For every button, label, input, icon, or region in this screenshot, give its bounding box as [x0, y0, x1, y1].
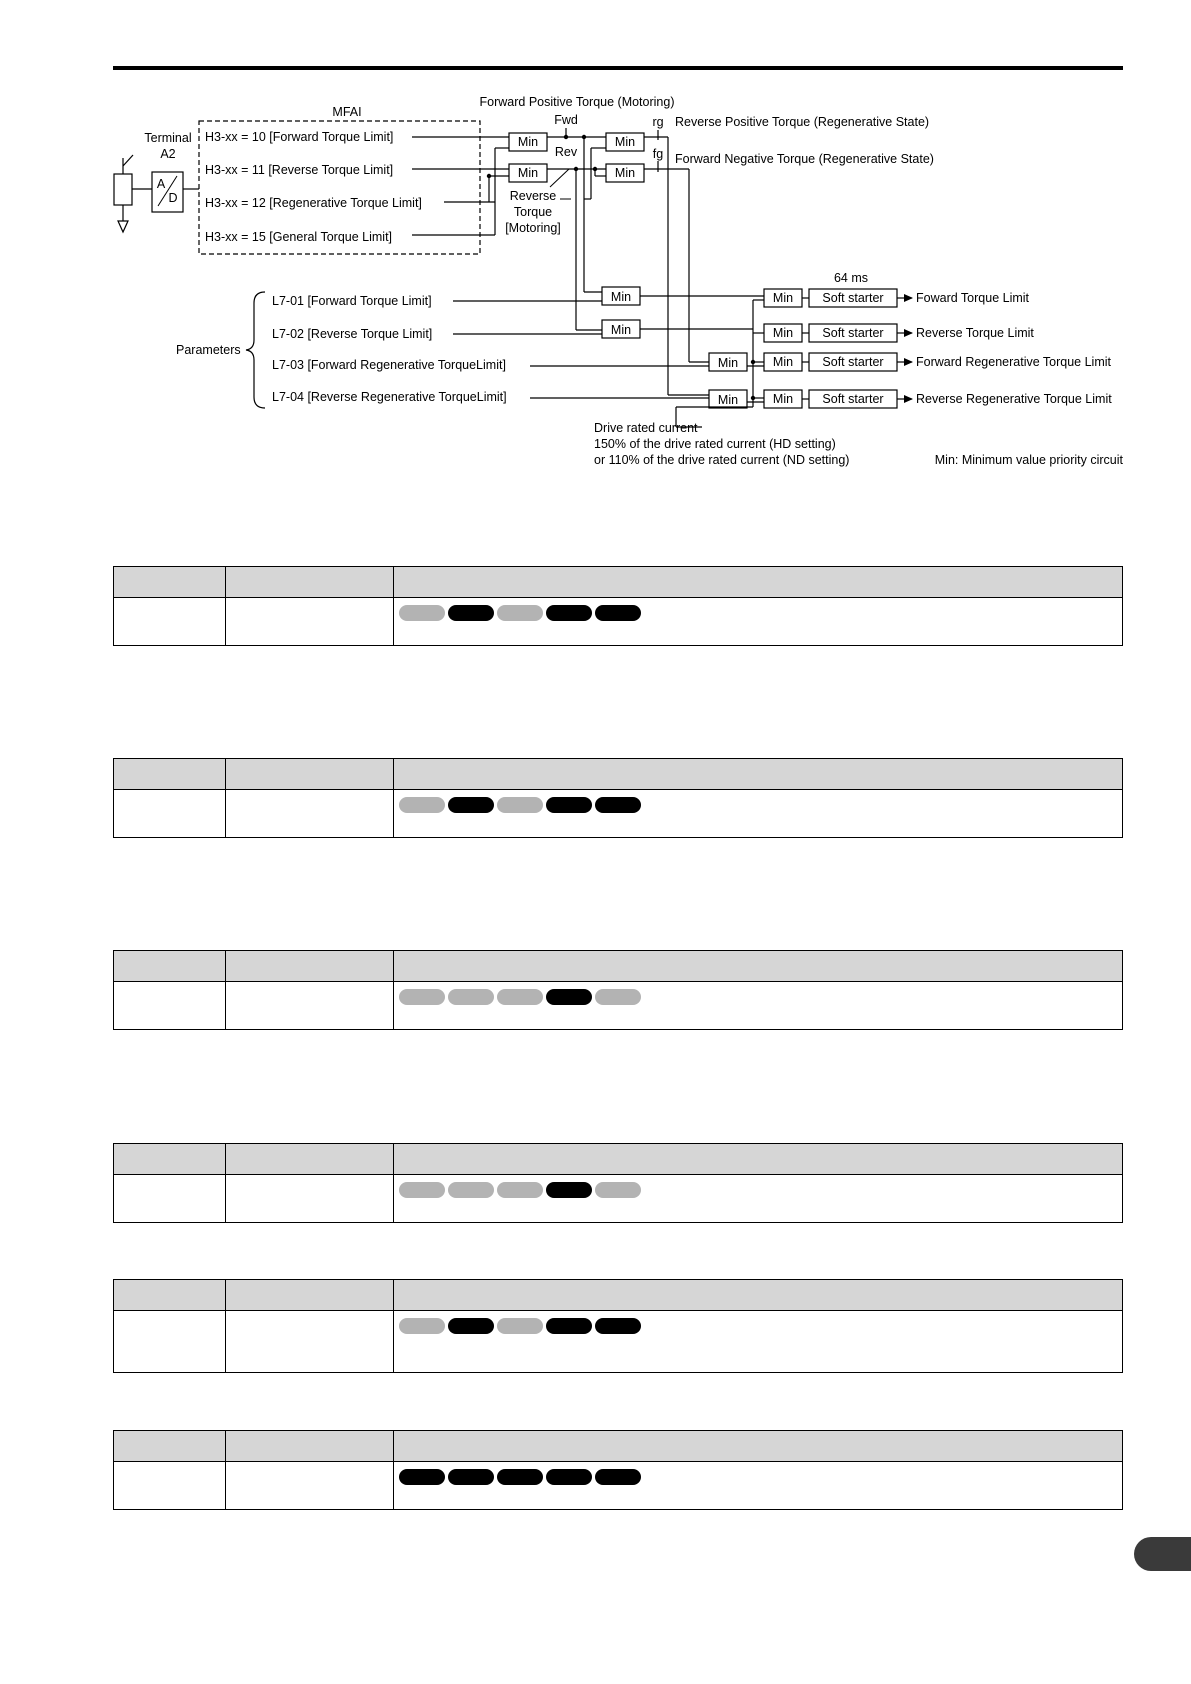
mode-pill-enabled: [546, 1469, 592, 1485]
torque-limit-block-diagram: [0, 0, 1191, 480]
parameters-brace: [246, 292, 265, 408]
control-mode-indicators: [394, 598, 1122, 621]
mode-pill-disabled: [497, 605, 543, 621]
control-mode-indicators: [394, 790, 1122, 813]
table-cell: [394, 1175, 1123, 1223]
h3-12-label: H3-xx = 12 [Regenerative Torque Limit]: [205, 196, 422, 210]
diagram-label: A: [156, 177, 166, 191]
mode-pill-disabled: [399, 1182, 445, 1198]
table-header-cell: [114, 759, 226, 790]
table-header-cell: [114, 1431, 226, 1462]
l7-03-label: L7-03 [Forward Regenerative TorqueLimit]: [272, 358, 506, 372]
table-cell: [394, 598, 1123, 646]
diagram-label: Min: [517, 135, 539, 149]
table-cell: [226, 1175, 394, 1223]
diagram-label: Soft starter: [822, 326, 884, 340]
junction-dot: [751, 396, 755, 400]
table-cell: [114, 598, 226, 646]
param-table-1: [113, 566, 1123, 646]
diagram-label: D: [168, 191, 178, 205]
terminal-resistor: [114, 174, 132, 205]
table-header-cell: [226, 1144, 394, 1175]
parameters-label: Parameters: [176, 343, 241, 357]
out-rev-torque-limit: Reverse Torque Limit: [916, 326, 1034, 340]
fwd-pos-torque-label: Forward Positive Torque (Motoring): [479, 95, 675, 109]
diagram-label: Soft starter: [822, 291, 884, 305]
mode-pill-disabled: [399, 1318, 445, 1334]
mode-pill-enabled: [448, 1469, 494, 1485]
mode-pill-enabled: [448, 605, 494, 621]
table-header-cell: [226, 567, 394, 598]
mode-pill-disabled: [399, 605, 445, 621]
mode-pill-disabled: [595, 1182, 641, 1198]
out-fwd-torque-limit: Foward Torque Limit: [916, 291, 1030, 305]
64ms-label: 64 ms: [833, 271, 869, 285]
diagram-label: Min: [772, 291, 794, 305]
table-header-cell: [226, 1280, 394, 1311]
table-header-cell: [394, 759, 1123, 790]
table-header-cell: [114, 1280, 226, 1311]
control-mode-indicators: [394, 1462, 1122, 1485]
table-header-cell: [226, 1431, 394, 1462]
control-mode-indicators: [394, 982, 1122, 1005]
table-cell: [394, 790, 1123, 838]
table-header-cell: [114, 951, 226, 982]
rev-torque-label-1: Reverse: [509, 189, 557, 203]
mode-pill-enabled: [595, 1318, 641, 1334]
diagram-label: Min: [614, 166, 636, 180]
mode-pill-enabled: [448, 797, 494, 813]
mode-pill-enabled: [497, 1469, 543, 1485]
min-legend: Min: Minimum value priority circuit: [934, 453, 1123, 467]
mode-pill-enabled: [546, 989, 592, 1005]
diagram-label: Min: [610, 290, 632, 304]
mode-pill-disabled: [497, 989, 543, 1005]
mode-pill-disabled: [448, 1182, 494, 1198]
diagram-wire: [123, 155, 133, 166]
h3-15-label: H3-xx = 15 [General Torque Limit]: [205, 230, 393, 244]
table-cell: [114, 982, 226, 1030]
ground-icon: [118, 221, 128, 232]
table-cell: [394, 982, 1123, 1030]
table-header-cell: [394, 1144, 1123, 1175]
out-fwd-regen-torque-limit: Forward Regenerative Torque Limit: [916, 355, 1112, 369]
mode-pill-disabled: [399, 797, 445, 813]
mode-pill-enabled: [546, 1182, 592, 1198]
table-cell: [226, 1311, 394, 1373]
control-mode-indicators: [394, 1311, 1122, 1334]
fg-label: fg: [652, 147, 664, 161]
table-cell: [114, 1311, 226, 1373]
mode-pill-enabled: [595, 797, 641, 813]
chapter-side-tab: [1134, 1537, 1191, 1571]
mode-pill-disabled: [595, 989, 641, 1005]
diagram-label: Min: [772, 392, 794, 406]
rev-pos-torque-label: Reverse Positive Torque (Regenerative State): [675, 115, 930, 129]
param-table-2: [113, 758, 1123, 838]
diagram-label: Min: [517, 166, 539, 180]
junction-dot: [487, 174, 491, 178]
mode-pill-disabled: [448, 989, 494, 1005]
diagram-label: Soft starter: [822, 392, 884, 406]
table-cell: [114, 790, 226, 838]
diagram-label: Min: [772, 326, 794, 340]
table-cell: [226, 598, 394, 646]
diagram-label: Min: [717, 393, 739, 407]
rg-label: rg: [652, 115, 664, 129]
mode-pill-enabled: [546, 797, 592, 813]
junction-dot: [564, 135, 568, 139]
table-cell: [226, 790, 394, 838]
diagram-label: Min: [717, 356, 739, 370]
h3-10-label: H3-xx = 10 [Forward Torque Limit]: [205, 130, 394, 144]
fwd-neg-torque-label: Forward Negative Torque (Regenerative State): [675, 152, 934, 166]
param-table-4: [113, 1143, 1123, 1223]
diagram-label: Min: [772, 355, 794, 369]
mode-pill-disabled: [497, 1318, 543, 1334]
table-header-cell: [394, 567, 1123, 598]
param-table-6: [113, 1430, 1123, 1510]
mode-pill-enabled: [595, 605, 641, 621]
table-cell: [226, 982, 394, 1030]
table-header-cell: [114, 1144, 226, 1175]
nd-setting-label: or 110% of the drive rated current (ND setting): [594, 453, 850, 467]
table-header-cell: [394, 1280, 1123, 1311]
diagram-wire: [550, 169, 569, 187]
table-header-cell: [394, 1431, 1123, 1462]
diagram-label: Min: [610, 323, 632, 337]
mode-pill-enabled: [546, 1318, 592, 1334]
hd-setting-label: 150% of the drive rated current (HD setting): [594, 437, 836, 451]
terminal-label: Terminal: [144, 131, 192, 145]
mode-pill-disabled: [497, 1182, 543, 1198]
param-table-5: [113, 1279, 1123, 1373]
mode-pill-disabled: [399, 989, 445, 1005]
diagram-label: Min: [614, 135, 636, 149]
fwd-label: Fwd: [554, 113, 578, 127]
rev-torque-label-3: [Motoring]: [505, 221, 561, 235]
l7-04-label: L7-04 [Reverse Regenerative TorqueLimit]: [272, 390, 507, 404]
mfai-label: MFAI: [332, 105, 362, 119]
table-cell: [394, 1311, 1123, 1373]
mode-pill-enabled: [595, 1469, 641, 1485]
table-header-cell: [226, 759, 394, 790]
drive-rated-current-label: Drive rated current: [594, 421, 698, 435]
mode-pill-enabled: [399, 1469, 445, 1485]
table-header-cell: [226, 951, 394, 982]
param-table-3: [113, 950, 1123, 1030]
control-mode-indicators: [394, 1175, 1122, 1198]
table-cell: [394, 1462, 1123, 1510]
out-rev-regen-torque-limit: Reverse Regenerative Torque Limit: [916, 392, 1112, 406]
rev-torque-label-2: Torque: [513, 205, 553, 219]
mode-pill-disabled: [497, 797, 543, 813]
h3-11-label: H3-xx = 11 [Reverse Torque Limit]: [205, 163, 394, 177]
diagram-label: Soft starter: [822, 355, 884, 369]
mode-pill-enabled: [448, 1318, 494, 1334]
table-cell: [114, 1462, 226, 1510]
junction-dot: [751, 360, 755, 364]
table-cell: [226, 1462, 394, 1510]
rev-label: Rev: [554, 145, 578, 159]
table-header-cell: [114, 567, 226, 598]
l7-02-label: L7-02 [Reverse Torque Limit]: [272, 327, 433, 341]
mode-pill-enabled: [546, 605, 592, 621]
table-header-cell: [394, 951, 1123, 982]
table-cell: [114, 1175, 226, 1223]
terminal-id: A2: [160, 147, 176, 161]
l7-01-label: L7-01 [Forward Torque Limit]: [272, 294, 432, 308]
